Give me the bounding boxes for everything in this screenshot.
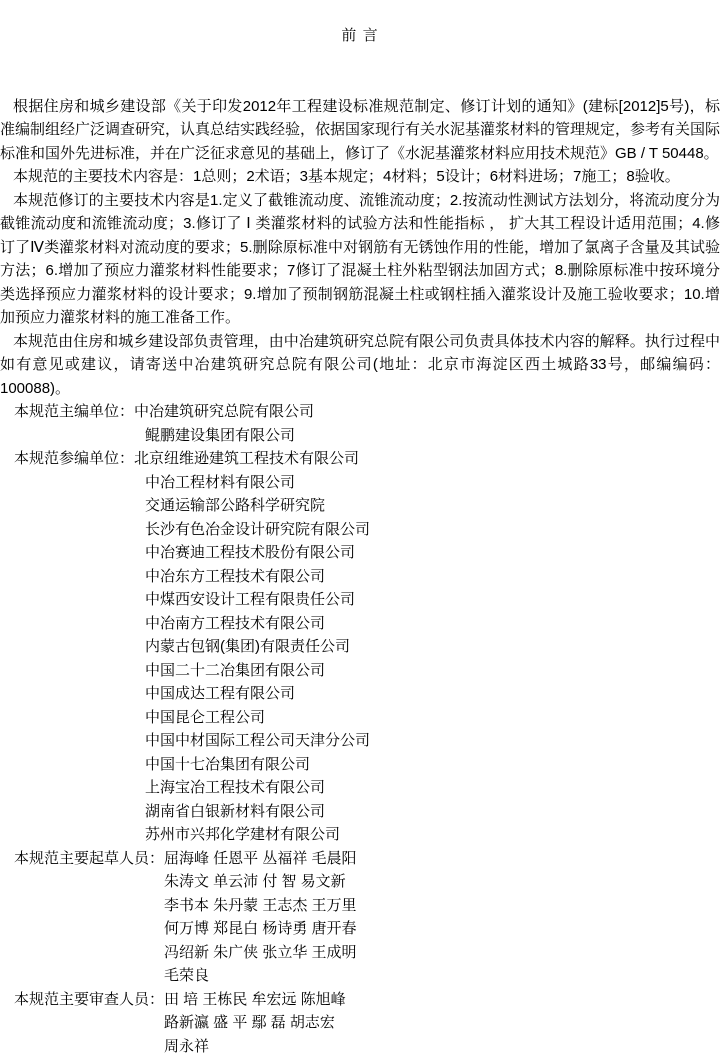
paragraph-administration: 本规范由住房和城乡建设部负责管理，由中冶建筑研究总院有限公司负责具体技术内容的解释。执行过程中如有意见或建议，请寄送中冶建筑研究总院有限公司(地址：北京市海淀区西土城路33号，邮编编码：100088)。 xyxy=(0,330,720,401)
reviewers-label: 本规范主要审查人员： xyxy=(14,988,164,1012)
participating-unit: 中冶工程材料有限公司 xyxy=(145,471,370,495)
participating-unit: 中国二十二冶集团有限公司 xyxy=(145,659,370,683)
reviewers-name-line: 周永祥 xyxy=(164,1035,346,1058)
reviewers-name-list xyxy=(164,988,346,1058)
section-participating-units xyxy=(14,447,720,847)
chief-editor-unit: 鲲鹏建设集团有限公司 xyxy=(145,424,314,448)
drafters-name-line: 冯绍新 朱广侠 张立华 王成明 xyxy=(164,941,357,965)
participating-unit: 中国中材国际工程公司天津分公司 xyxy=(145,729,370,753)
section-drafters xyxy=(14,847,720,988)
participating-unit: 北京纽维逊建筑工程技术有限公司 xyxy=(134,447,370,471)
participating-unit: 中冶赛迪工程技术股份有限公司 xyxy=(145,541,370,565)
reviewers-name-line: 路新瀛 盛 平 鄢 磊 胡志宏 xyxy=(164,1011,346,1035)
section-reviewers xyxy=(14,988,720,1058)
document-body xyxy=(0,95,720,1058)
participating-unit: 内蒙古包钢(集团)有限责任公司 xyxy=(145,635,370,659)
participating-unit: 长沙有色冶金设计研究院有限公司 xyxy=(145,518,370,542)
drafters-name-line: 毛荣良 xyxy=(164,964,357,988)
drafters-name-line: 朱涛文 单云沛 付 智 易文新 xyxy=(164,870,357,894)
chief-editor-unit-list xyxy=(134,400,314,447)
participating-unit: 湖南省白银新材料有限公司 xyxy=(145,800,370,824)
chief-editor-label: 本规范主编单位： xyxy=(14,400,134,424)
participating-unit: 中国昆仑工程公司 xyxy=(145,706,370,730)
participating-unit-list xyxy=(134,447,370,847)
participating-unit: 中国十七冶集团有限公司 xyxy=(145,753,370,777)
participating-unit: 中国成达工程有限公司 xyxy=(145,682,370,706)
section-chief-editor-units xyxy=(14,400,720,447)
page-title: 前 言 xyxy=(0,0,720,48)
drafters-name-list xyxy=(164,847,357,988)
participating-unit: 中冶南方工程技术有限公司 xyxy=(145,612,370,636)
participating-units-label: 本规范参编单位： xyxy=(14,447,134,471)
paragraph-revision-contents: 本规范修订的主要技术内容是1.定义了截锥流动度、流锥流动度；2.按流动性测试方法划分，将流动度分为截锥流动度和流锥流动度；3.修订了 Ⅰ 类灌浆材料的试验方法和性能指标 ， 扩大其工程设计适用范围；4.修订了Ⅳ类灌浆材料对流动度的要求；5.删除原标准中对钢筋有无锈蚀作用的性能，增加了氯离子含量及其试验方法；6.增加了预应力灌浆材料性能要求；7修订了混凝土柱外粘型钢法加固方式；8.删除原标准中按环境分类选择预应力灌浆材料的设计要求；9.增加了预制钢筋混凝土柱或钢柱插入灌浆设计及施工验收要求；10.增加预应力灌浆材料的施工准备工作。 xyxy=(0,189,720,330)
participating-unit: 苏州市兴邦化学建材有限公司 xyxy=(145,823,370,847)
participating-unit: 交通运输部公路科学研究院 xyxy=(145,494,370,518)
drafters-name-line: 李书本 朱丹蒙 王志杰 王万里 xyxy=(164,894,357,918)
drafters-name-line: 何万博 郑昆白 杨诗勇 唐开春 xyxy=(164,917,357,941)
chief-editor-unit: 中冶建筑研究总院有限公司 xyxy=(134,400,314,424)
paragraph-basis: 根据住房和城乡建设部《关于印发2012年工程建设标准规范制定、修订计划的通知》(建标[2012]5号)，标准编制组经广泛调查研究，认真总结实践经验，依据国家现行有关水泥基灌浆材料的管理规定，参考有关国际标准和国外先进标准，并在广泛征求意见的基础上，修订了《水泥基灌浆材料应用技术规范》GB / T 50448。 xyxy=(0,95,720,166)
drafters-label: 本规范主要起草人员： xyxy=(14,847,164,871)
participating-unit: 上海宝冶工程技术有限公司 xyxy=(145,776,370,800)
participating-unit: 中冶东方工程技术有限公司 xyxy=(145,565,370,589)
paragraph-main-contents: 本规范的主要技术内容是：1总则；2术语；3基本规定；4材料；5设计；6材料进场；7施工；8验收。 xyxy=(0,165,720,189)
reviewers-name-line: 田 培 王栋民 牟宏远 陈旭峰 xyxy=(164,988,346,1012)
drafters-name-line: 屈海峰 任恩平 丛福祥 毛晨阳 xyxy=(164,847,357,871)
participating-unit: 中煤西安设计工程有限贵任公司 xyxy=(145,588,370,612)
